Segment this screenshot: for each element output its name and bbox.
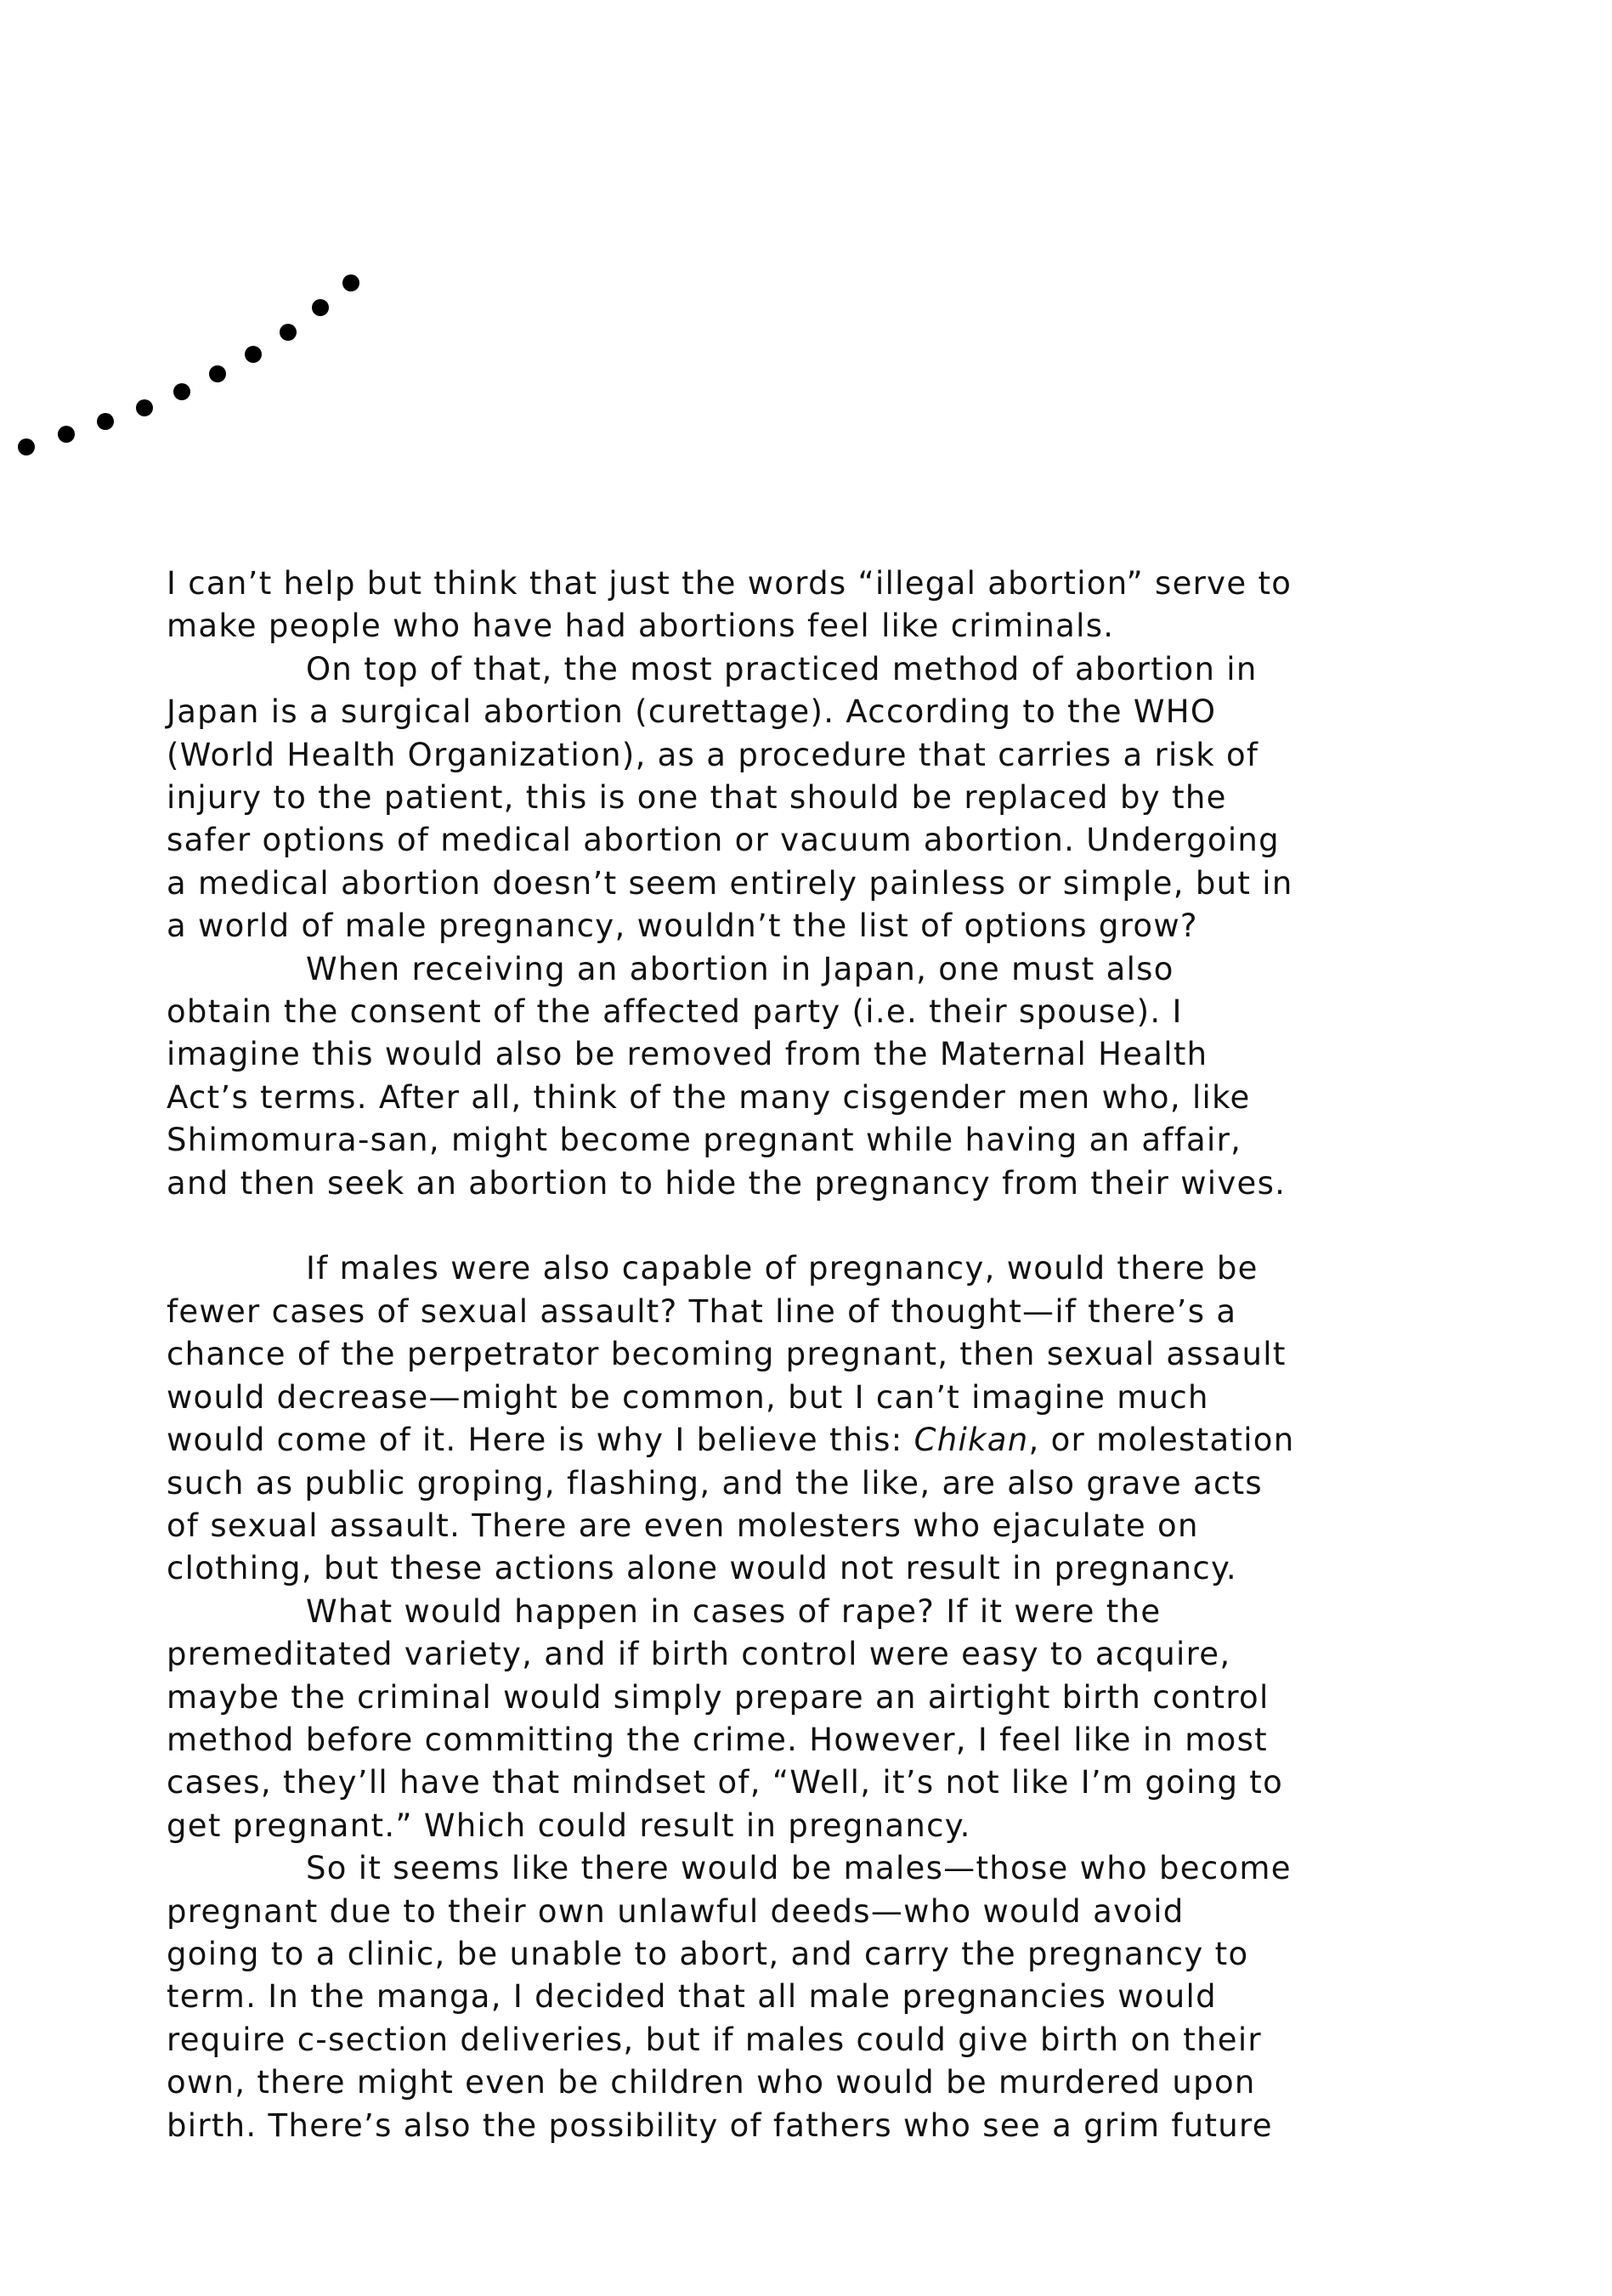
ornament-dot	[58, 426, 75, 443]
text-line: would decrease—might be common, but I can’t imagine much	[167, 1378, 1209, 1416]
text-segment: would come of it. Here is why I believe this:	[167, 1422, 914, 1459]
text-line: Shimomura-san, might become pregnant while having an affair,	[167, 1122, 1242, 1159]
text-line: Japan is a surgical abortion (curettage). According to the WHO	[167, 693, 1217, 731]
text-line: fewer cases of sexual assault? That line of thought—if there’s a	[167, 1292, 1237, 1330]
text-line: imagine this would also be removed from the Maternal Health	[167, 1036, 1208, 1073]
text-line: I can’t help but think that just the words “illegal abortion” serve to	[167, 565, 1292, 602]
text-line: If males were also capable of pregnancy, would there be	[306, 1250, 1258, 1287]
text-line: going to a clinic, be unable to abort, and carry the pregnancy to	[167, 1935, 1249, 1972]
text-line: chance of the perpetrator becoming pregnant, then sexual assault	[167, 1336, 1287, 1373]
ornament-dot	[342, 274, 359, 291]
dotted-arc-ornament	[0, 255, 382, 476]
text-line: injury to the patient, this is one that should be replaced by the	[167, 779, 1227, 817]
text-line: own, there might even be children who would be murdered upon	[167, 2064, 1256, 2101]
text-line: require c-section deliveries, but if males could give birth on their	[167, 2021, 1262, 2058]
text-line	[167, 1419, 1373, 1462]
ornament-dot	[173, 383, 190, 400]
ornament-dot	[209, 365, 226, 382]
text-line: So it seems like there would be males—those who become	[306, 1850, 1292, 1887]
text-line: safer options of medical abortion or vacuum abortion. Undergoing	[167, 822, 1280, 859]
text-line: pregnant due to their own unlawful deeds—who would avoid	[167, 1892, 1185, 1930]
ornament-dot	[136, 399, 153, 416]
text-line: What would happen in cases of rape? If it were the	[306, 1592, 1162, 1630]
text-line: (World Health Organization), as a procedure that carries a risk of	[167, 736, 1259, 773]
text-line: get pregnant.” Which could result in pregnancy.	[167, 1807, 971, 1844]
paragraph-gap	[167, 1205, 1373, 1247]
text-line: Act’s terms. After all, think of the many cisgender men who, like	[167, 1078, 1251, 1116]
text-line: birth. There’s also the possibility of fathers who see a grim future	[167, 2107, 1273, 2144]
text-segment: , or molestation	[1028, 1422, 1295, 1459]
ornament-dot	[97, 413, 114, 430]
ornament-dot	[280, 324, 297, 341]
text-line: cases, they’ll have that mindset of, “Well, it’s not like I’m going to	[167, 1764, 1284, 1801]
italic-term-chikan: Chikan	[913, 1422, 1029, 1459]
text-line: obtain the consent of the affected party (i.e. their spouse). I	[167, 993, 1183, 1031]
text-line: When receiving an abortion in Japan, one must also	[306, 950, 1174, 987]
text-line: On top of that, the most practiced method of abortion in	[306, 650, 1258, 687]
text-line: of sexual assault. There are even molesters who ejaculate on	[167, 1507, 1199, 1544]
text-line: term. In the manga, I decided that all male pregnancies would	[167, 1978, 1217, 2016]
ornament-dot	[18, 438, 35, 455]
ornament-dot	[312, 299, 329, 316]
text-line: make people who have had abortions feel like criminals.	[167, 608, 1115, 645]
body-text	[167, 563, 1373, 2147]
text-line: method before committing the crime. However, I feel like in most	[167, 1721, 1268, 1758]
text-line: a world of male pregnancy, wouldn’t the list of options grow?	[167, 908, 1198, 945]
text-line: a medical abortion doesn’t seem entirely painless or simple, but in	[167, 864, 1293, 902]
ornament-dot	[245, 346, 262, 363]
text-line: maybe the criminal would simply prepare an airtight birth control	[167, 1678, 1270, 1716]
text-line: such as public groping, flashing, and the like, are also grave acts	[167, 1464, 1263, 1501]
text-line: and then seek an abortion to hide the pregnancy from their wives.	[167, 1164, 1287, 1202]
text-line: clothing, but these actions alone would not result in pregnancy.	[167, 1550, 1237, 1587]
text-line: premeditated variety, and if birth control were easy to acquire,	[167, 1636, 1231, 1673]
